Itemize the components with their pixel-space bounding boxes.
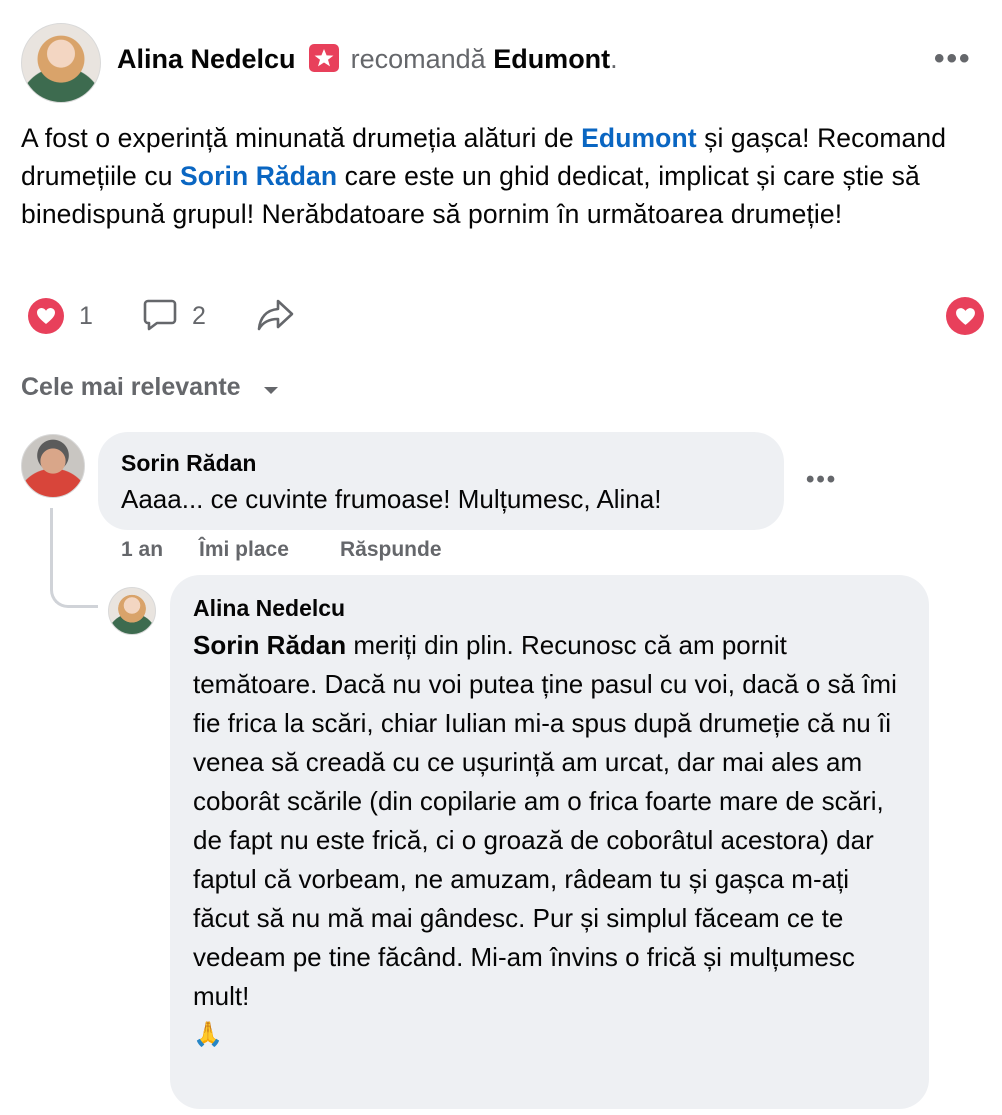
comment-count[interactable]: 2 xyxy=(192,302,206,330)
recommend-verb: recomandă xyxy=(350,44,486,74)
post-header xyxy=(117,44,618,75)
heart-reaction-icon xyxy=(28,298,64,334)
share-icon[interactable] xyxy=(256,297,296,338)
reply-author-avatar[interactable] xyxy=(108,587,156,635)
post-body-text xyxy=(21,119,986,233)
reply-bubble xyxy=(170,575,929,1109)
thread-connector xyxy=(50,508,98,608)
reply-text xyxy=(193,626,905,1052)
post-text-part: care este un ghid dedicat, implicat și care știe să binedispună grupul! Nerăbdatoare să pornim în următoarea drumeție! xyxy=(21,161,920,229)
mention-link[interactable]: Sorin Rădan xyxy=(193,630,347,660)
sorin-radan-link[interactable]: Sorin Rădan xyxy=(180,161,338,191)
page-suffix: . xyxy=(610,44,618,74)
recommend-badge-icon xyxy=(309,44,339,72)
chevron-down-icon xyxy=(262,374,280,403)
post-author-avatar[interactable] xyxy=(21,23,101,103)
recommended-page-name[interactable]: Edumont xyxy=(493,44,611,74)
edumont-link[interactable]: Edumont xyxy=(581,123,697,153)
folded-hands-emoji: 🙏 xyxy=(193,1020,223,1048)
comment-time[interactable]: 1 an xyxy=(121,538,164,561)
comment-author-avatar[interactable] xyxy=(21,434,85,498)
comment-more-options-button[interactable]: ••• xyxy=(806,466,838,493)
post-text-part: și gașca! Recomand drumețiile cu xyxy=(21,123,947,191)
sort-label: Cele mai relevante xyxy=(21,373,241,401)
reply-author-name[interactable]: Alina Nedelcu xyxy=(193,595,346,621)
post-more-options-button[interactable]: ••• xyxy=(934,42,972,75)
favorite-reaction-button[interactable] xyxy=(946,297,984,335)
reply-comment-button[interactable]: Răspunde xyxy=(340,538,442,561)
reaction-button[interactable] xyxy=(28,298,64,334)
reaction-count[interactable]: 1 xyxy=(79,302,93,330)
comment-icon[interactable] xyxy=(142,298,178,337)
post-author-name[interactable]: Alina Nedelcu xyxy=(117,44,296,74)
comment-sort-dropdown[interactable] xyxy=(21,373,280,403)
heart-icon xyxy=(946,297,984,335)
comment-text: Aaaa... ce cuvinte frumoase! Mulțumesc, Alina! xyxy=(121,484,662,514)
comment-author-name[interactable]: Sorin Rădan xyxy=(121,450,257,476)
reply-text-body: meriți din plin. Recunosc că am pornit temătoare. Dacă nu voi putea ține pasul cu voi, dacă o să îmi fie frica la scări, chiar Iulian mi-a spus după drumeție că nu îi venea să creadă cu ce ușurință am urcat, dar mai ales am coborât scările (din copilarie am o frica foarte mare de scări, de fapt nu este frică, ci o groază de coborâtul acestora) dar faptul că vorbeam, ne amuzam, râdeam tu și gașca m-ați făcut să nu mă mai gândesc. Pur și simplul făceam ce te vedeam pe tine făcând. Mi-am învins o frică și mulțumesc mult! xyxy=(193,630,897,1011)
post-text-part: A fost o experință minunată drumeția alături de xyxy=(21,123,582,153)
like-comment-button[interactable]: Îmi place xyxy=(199,538,289,561)
comment-bubble xyxy=(98,432,784,530)
